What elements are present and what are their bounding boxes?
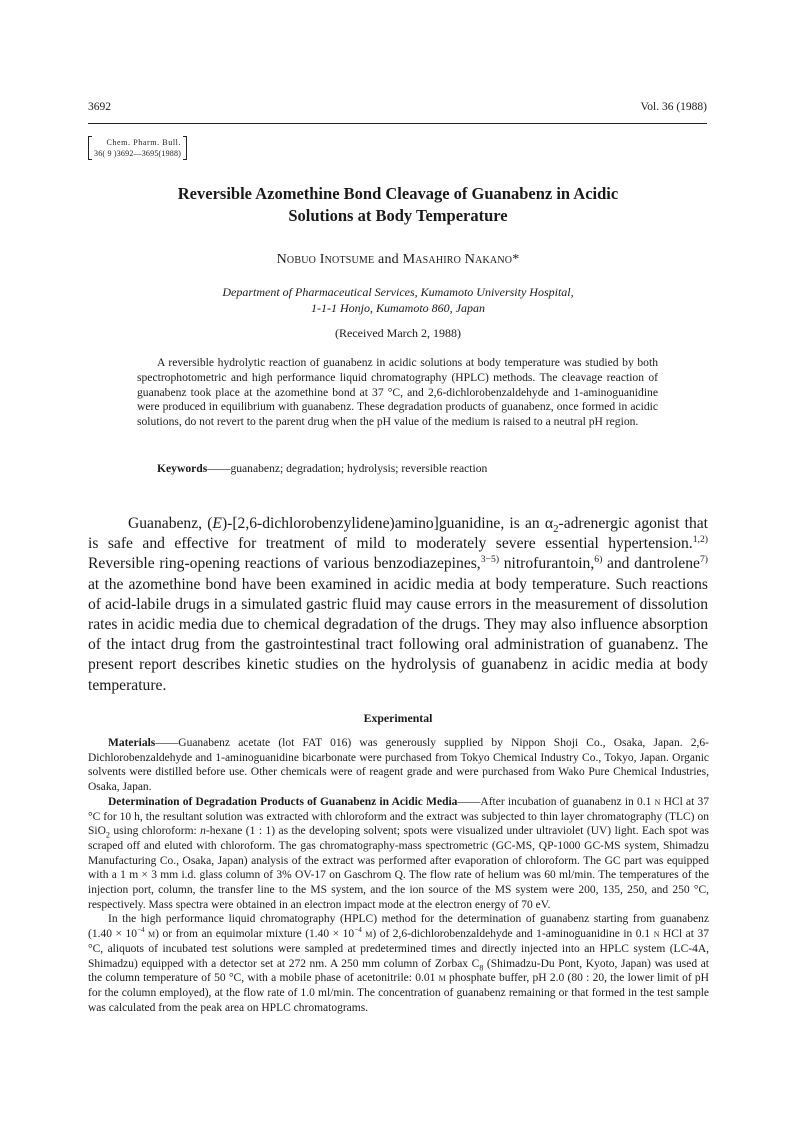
unit-text: m	[361, 928, 373, 941]
body-text: phosphate buffer, pH 2.0 (80 : 20, the lower limit of pH for the column employed), at the flow rate of 1.0 ml/min. The concentration of guanabenz remaining or that formed in the test sample was calculated from the peak area on HPLC chromatograms.	[88, 972, 709, 1014]
run-in-heading: Materials	[108, 737, 156, 749]
citation-box	[88, 136, 187, 160]
unit-text: m	[144, 928, 156, 941]
reference-marker: 7)	[699, 554, 708, 566]
unit-text: m	[438, 972, 446, 985]
reference-marker: 6)	[594, 554, 603, 566]
intro-text: nitrofurantoin,	[499, 555, 595, 573]
experimental-body	[88, 736, 709, 1015]
article-title	[120, 183, 676, 227]
body-text: ——After incubation of guanabenz in 0.1	[457, 795, 655, 808]
citation-bracket-left	[88, 136, 92, 160]
body-text: ) or from an equimolar mixture (1.40 × 10	[155, 928, 355, 941]
reference-marker: 3−5)	[480, 554, 500, 566]
volume-label: Vol. 36 (1988)	[640, 101, 707, 113]
keywords	[157, 462, 657, 475]
reference-marker: 1,2)	[692, 534, 708, 546]
citation-ref: 36( 9 )3692—3695(1988)	[94, 149, 182, 158]
intro-text: at the azomethine bond have been examined in acidic media at body temperature. Such reactions of acid-labile drugs in a simulated gastric fluid may cause errors in the measurement of dissolution rates in acidic media due to chemical degradation of the drugs. They may also influence absorption of the intact drug from the gastrointestinal tract following oral administration of guanabenz. The present report describes kinetic studies on the hydrolysis of guanabenz in acidic media at body temperature.	[88, 575, 708, 694]
degradation-paragraph	[88, 795, 709, 913]
superscript: −4	[136, 926, 145, 935]
page-number: 3692	[88, 101, 111, 113]
run-in-heading: Determination of Degradation Products of Guanabenz in Acidic Media	[108, 795, 458, 808]
header-rule	[88, 123, 707, 124]
body-text: HCl at 37 °C for 10 h, the resultant solution was extracted with chloroform and the extract was subjected to thin layer chromatography (TLC) on SiO	[88, 795, 709, 838]
intro-text: Reversible ring-opening reactions of various benzodiazepines,	[88, 555, 481, 573]
author-2: Masahiro Nakano*	[402, 252, 520, 267]
intro-text: and dantrolene	[602, 555, 700, 573]
subscript: 2	[105, 830, 110, 840]
body-text: In the high performance liquid chromatography (HPLC) method for the determination of guanabenz starting from guanabenz (1.40 × 10	[88, 913, 709, 941]
received-date: (Received March 2, 1988)	[335, 326, 461, 340]
unit-text: n	[654, 795, 661, 808]
body-text: ) of 2,6-dichlorobenzaldehyde and 1-aminoguanidine in 0.1	[372, 928, 654, 941]
intro-text: -adrenergic agonist that is safe and effective for treatment of mild to moderately severe essential hypertension.	[88, 515, 708, 553]
body-text: ——Guanabenz acetate (lot FAT 016) was generously supplied by Nippon Shoji Co., Osaka, Japan. 2,6-Dichlorobenzaldehyde and 1-aminoguanidine bicarbonate were purchased from Tokyo Chemical Industry Co., Tokyo, Japan. Organic solvents were distilled before use. Other chemicals were of reagent grade and were purchased from Wako Pure Chemical Industries, Osaka, Japan.	[88, 737, 709, 794]
superscript: −4	[354, 926, 362, 935]
abstract: A reversible hydrolytic reaction of guanabenz in acidic solutions at body temperature was studied by both spectrophotometric and high performance liquid chromatography (HPLC) methods. The cleavage reaction of guanabenz took place at the azomethine bond at 37 °C, and 2,6-dichlorobenzaldehyde and 1-aminoguanidine were produced in equilibrium with guanabenz. These degradation products of guanabenz, once formed in acidic solutions, do not revert to the parent drug when the pH value of the medium is raised to a neutral pH region.	[137, 356, 658, 429]
body-text: -hexane (1 : 1) as the developing solvent; spots were visualized under ultraviolet (UV) light. Each spot was scraped off and eluted with chloroform. The gas chromatography-mass spectrometric (GC-MS, QP-1000 GC-MS system, Shimadzu Manufacturing Co., Osaka, Japan) analysis of the extract was performed after evaporation of chloroform. The GC part was equipped with a 1 m × 3 mm i.d. glass column of 3% OV-17 on Gaschrom Q. The flow rate of helium was 60 ml/min. The temperatures of the injection port, column, the transfer line to the MS system, and the ion source of the MS system were 200, 135, 250, and 250 °C, respectively. Mass spectra were obtained in an electron impact mode at the electron energy of 70 eV.	[88, 825, 709, 911]
intro-text: Guanabenz, (	[128, 515, 213, 532]
keywords-text: ——guanabenz; degradation; hydrolysis; reversible reaction	[207, 462, 488, 475]
italic-text: n	[200, 825, 206, 838]
hplc-paragraph	[88, 912, 709, 1015]
introduction-paragraph	[88, 514, 708, 696]
authors	[120, 252, 676, 268]
title-line-2: Solutions at Body Temperature	[288, 206, 508, 225]
body-text: using chloroform:	[109, 825, 201, 838]
affiliation	[120, 285, 676, 316]
author-1: Nobuo Inotsume	[276, 252, 375, 267]
section-heading-experimental: Experimental	[363, 711, 433, 725]
subscript: 8	[479, 962, 484, 972]
body-text: (Shimadzu-Du Pont, Kyoto, Japan) was used at the column temperature of 50 °C, with a mobile phase of acetonitrile: 0.01	[88, 957, 709, 985]
materials-paragraph	[88, 736, 709, 795]
author-joiner: and	[378, 252, 399, 267]
intro-subscript: 2	[553, 523, 559, 536]
citation-bracket-right	[183, 136, 187, 160]
intro-text: )-[2,6-dichlorobenzylidene)amino]guanidine, is an α	[221, 515, 554, 532]
unit-text: n	[653, 928, 660, 941]
affiliation-line-1: Department of Pharmaceutical Services, Kumamoto University Hospital,	[222, 285, 574, 299]
title-line-1: Reversible Azomethine Bond Cleavage of Guanabenz in Acidic	[177, 184, 619, 203]
affiliation-line-2: 1-1-1 Honjo, Kumamoto 860, Japan	[311, 300, 485, 315]
body-text: HCl at 37 °C, aliquots of incubated test solutions were sampled at predetermined times and directly injected into an HPLC system (LC-4A, Shimadzu) equipped with a detector set at 272 nm. A 250 mm column of Zorbax C	[88, 928, 709, 970]
intro-italic: E	[212, 515, 222, 532]
keywords-label: Keywords	[157, 462, 208, 475]
citation-journal: Chem. Pharm. Bull.	[106, 138, 182, 147]
